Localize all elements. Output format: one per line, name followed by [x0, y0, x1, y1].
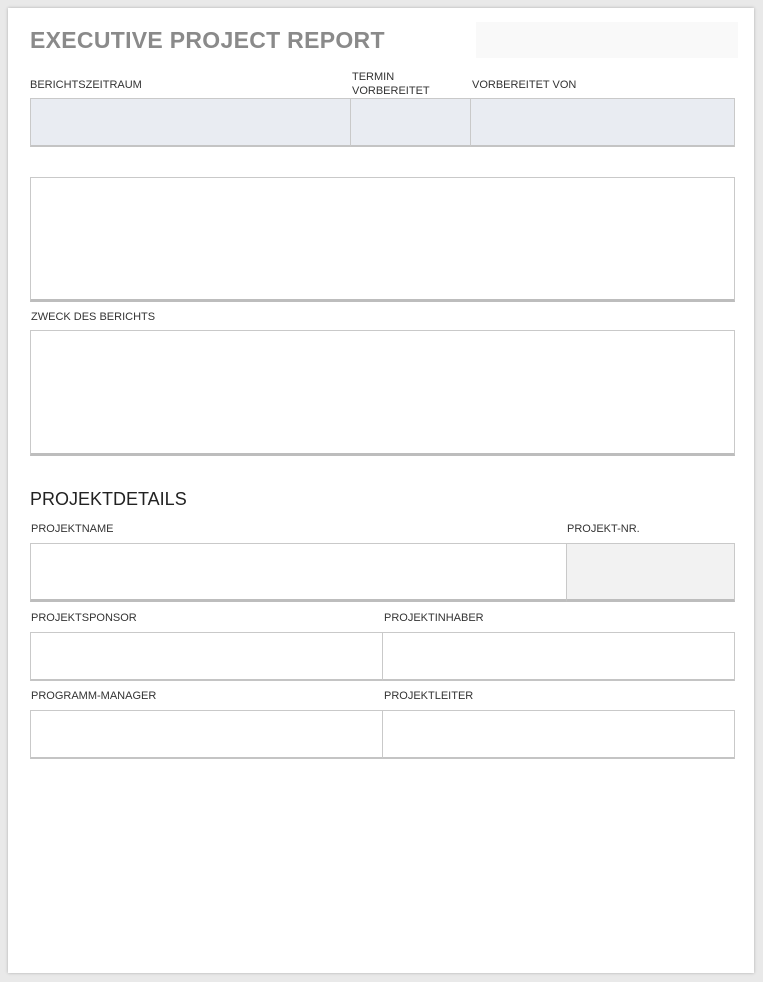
purpose-field[interactable]: [30, 330, 735, 456]
project-owner-field[interactable]: [382, 632, 735, 681]
project-sponsor-field[interactable]: [30, 632, 383, 681]
project-number-label: PROJEKT-NR.: [567, 523, 640, 535]
summary-field[interactable]: [30, 177, 735, 302]
reporting-period-field[interactable]: [30, 98, 351, 147]
project-manager-label: PROJEKTLEITER: [384, 690, 474, 702]
program-manager-field[interactable]: [30, 710, 383, 759]
reporting-period-label: BERICHTSZEITRAUM: [30, 79, 142, 91]
prepared-by-field[interactable]: [470, 98, 735, 147]
project-number-field[interactable]: [566, 543, 735, 602]
prepared-by-label: VORBEREITET VON: [472, 79, 577, 91]
project-details-heading: PROJEKTDETAILS: [30, 489, 187, 509]
date-prepared-label: TERMIN VORBEREITET: [352, 71, 430, 97]
purpose-label: ZWECK DES BERICHTS: [31, 311, 156, 323]
project-name-field[interactable]: [30, 543, 567, 602]
page-title: EXECUTIVE PROJECT REPORT: [30, 27, 385, 53]
logo-placeholder: [476, 22, 738, 58]
project-name-label: PROJEKTNAME: [31, 523, 114, 535]
project-sponsor-label: PROJEKTSPONSOR: [31, 612, 137, 624]
date-prepared-field[interactable]: [350, 98, 471, 147]
project-owner-label: PROJEKTINHABER: [384, 612, 484, 624]
report-page: [8, 8, 754, 973]
project-manager-field[interactable]: [382, 710, 735, 759]
program-manager-label: PROGRAMM-MANAGER: [31, 690, 157, 702]
